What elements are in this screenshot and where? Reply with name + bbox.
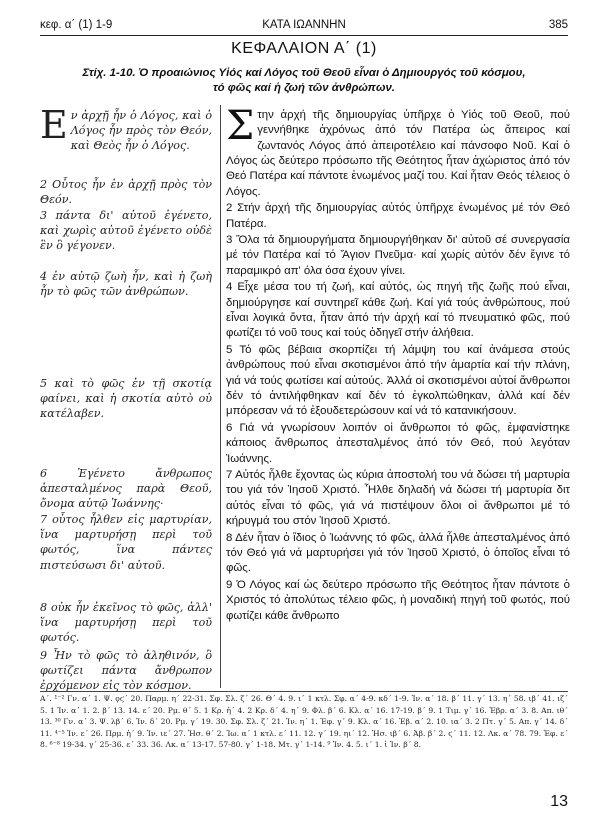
translation-verse-1-text: την ἀρχή τῆς δημιουργίας ὑπῆρχε ὁ Υἱός τοῦ Θεοῦ, πού γεννήθηκε ἀχρόνως ἀπό τόν Πατέρα ὡς ἄπειρος καί ζωντανός Λόγος ἀπό ἀπειροτέλειο καί πάνσοφο Νοῦ. Καί ὁ Λόγος ὡς δεύτερο πρόσωπο τῆς Θεότητος ἦταν ἀχώριστος ἀπό τόν Θεό Πατέρα καί πάντοτε ἑνωμένος μαζί του. Καί ἦταν Θεός τέλειος ὁ Λόγος. (226, 109, 570, 198)
section-title-line-2: τό φῶς καί ἡ ζωή τῶν ἀνθρώπων. (213, 82, 395, 94)
original-verse-8: 8 οὐκ ἦν ἐκεῖνος τὸ φῶς, ἀλλ' ἵνα μαρτυρήσῃ περὶ τοῦ φωτός. (40, 601, 212, 645)
translation-verse-9: 9 Ὁ Λόγος καί ὡς δεύτερο πρόσωπο τῆς Θεότητος ἦταν πάντοτε ὁ Χριστός τό ἀπολύτως τέλειο φῶς, ἡ μοναδική πηγή τοῦ φωτός, πού φωτίζει κάθε ἄνθρωπο (226, 578, 570, 622)
running-header (40, 19, 568, 36)
section-title-line-1: Στίχ. 1-10. Ὁ προαιώνιος Υἱός καί Λόγος τοῦ Θεοῦ εἶναι ὁ Δημιουργός τοῦ κόσμου, (82, 67, 526, 79)
original-verse-9: 9 Ἦν τὸ φῶς τὸ ἀληθινόν, ὃ φωτίζει πάντα ἄνθρωπον ἐρχόμενον εἰς τὸν κόσμον. (40, 649, 212, 693)
footnote-rule (40, 691, 568, 692)
translation-verse-1 (226, 103, 570, 200)
original-verse-1 (40, 103, 212, 154)
column-divider (220, 105, 221, 688)
translation-verse-4: 4 Εἶχε μέσα του τή ζωή, καί αὐτός, ὡς πηγή τῆς ζωῆς πού εἶναι, δημιούργησε καί συντηρεῖ κάθε ζωή. Καί γιά τούς ἀνθρώπους, πού εἶναι λογικά ὄντα, ἦταν ἀπό τήν ἀρχή καί τό πνευματικό φῶς, πού φωτίζει τό νοῦ τους καί τούς ὁδηγεῖ στήν ἀλήθεια. (226, 281, 570, 340)
translation-column (226, 103, 570, 625)
original-verse-6: 6 Ἐγένετο ἄνθρωπος ἀπεσταλμένος παρὰ Θεοῦ, ὄνομα αὐτῷ Ἰωάννης· (40, 467, 212, 511)
original-drop-cap: Ε (40, 103, 68, 147)
translation-verse-8: 8 Δέν ἦταν ὁ ἴδιος ὁ Ἰωάννης τό φῶς, ἀλλά ἦλθε ἀπεσταλμένος ἀπό τόν Θεό γιά νά μαρτυρήσει γιά τόν Ἰησοῦ Χριστό, ὁ ὁποῖος εἶναι τό φῶς. (226, 531, 570, 575)
translation-verse-6: 6 Γιά νά γνωρίσουν λοιπόν οἱ ἄνθρωποι τό φῶς, ἐμφανίστηκε κάποιος ἄνθρωπος ἀπεσταλμένος ἀπό τόν Θεό, πού λεγόταν Ἰωάννης. (226, 421, 570, 465)
page-number-bottom: 13 (550, 793, 568, 810)
original-verse-3: 3 πάντα δι' αὐτοῦ ἐγένετο, καὶ χωρὶς αὐτοῦ ἐγένετο οὐδὲ ἓν ὃ γέγονεν. (40, 209, 212, 253)
translation-verse-2: 2 Στήν ἀρχή τῆς δημιουργίας αὐτός ὑπῆρχε ἑνωμένος μέ τόν Θεό Πατέρα. (226, 202, 570, 230)
original-verse-7: 7 οὗτος ἦλθεν εἰς μαρτυρίαν, ἵνα μαρτυρήσῃ περὶ τοῦ φωτός, ἵνα πάντες πιστεύσωσι δι' αὐτοῦ. (40, 513, 212, 572)
original-verse-2: 2 Οὗτος ἦν ἐν ἀρχῇ πρὸς τὸν Θεόν. (40, 178, 212, 207)
original-verse-4: 4 ἐν αὐτῷ ζωὴ ἦν, καὶ ἡ ζωὴ ἦν τὸ φῶς τῶν ἀνθρώπων. (40, 270, 212, 299)
chapter-range: κεφ. α΄ (1) 1-9 (40, 19, 113, 31)
footnotes: Α΄. ¹⁻² Γν. α΄ 1. Ψ. ϙϛ΄ 20. Παρμ. η΄ 22-31. Σφ. Σλ. ζ΄ 26. Θ΄ 4. 9. ι΄ 1 κτλ. Σφ. α΄ 4-9. κδ΄ 1-9. Ἰν. α΄ 18. β΄ 11. γ΄ 13. η΄ 58. ιβ΄ 41. ιζ΄ 5. 1 Ἰν. α΄ 1. 2. β΄ 13. 14. ε΄ 20. Ρμ. θ΄ 5. 1 Κρ. ἡ΄ 4. 2 Κρ. δ΄ 4. η΄ 9. Φλ. β΄ 6. Κλ. α΄ 16. 17-19. β΄ 9. 1 Τιμ. γ΄ 16. Ἑβρ. α΄ 3. 8. Απ. ιθ΄ 13. ³⁰ Γν. α΄ 3. Ψ. λβ΄ 6. Ἰν. δ΄ 20. Ρμ. γ΄ 19. 30. Σφ. Σλ. ζ΄ 21. Ἰν. η΄ 1. Ἑφ. γ΄ 9. Κλ. α΄ 16. Ἑβ. α΄ 2. 10. ια΄ 3. 2 Πτ. γ΄ 5. Απ. γ΄ 14. δ΄ 11. ⁴⁻⁵ Ἰν. ε΄ 26. Πρμ. ἡ΄ 9. Ἰν. ιε΄ 27. Ἠσ. θ΄ 2. Ἰω. α΄ 1 κτλ. ε΄ 11. 12. γ΄ 19. ηι΄ 12. Ἠσ. ιβ΄ 6. Ἀβ. β΄ 2. ϛ΄ 11. 12. Λκ. α΄ 78. 79. Ἑφ. ε΄ 8. ⁶⁻⁸ 19-34. γ΄ 25-36. ε΄ 33. 36. Λκ. α΄ 13-17. 57-80. γ΄ 1-18. Μτ. γ΄ 1-14. ⁹ Ἰν. 4. 5. ι΄ 1. ἰ Ἰν. β΄ 8. (40, 694, 568, 749)
original-verse-5: 5 καὶ τὸ φῶς ἐν τῇ σκοτίᾳ φαίνει, καὶ ἡ σκοτία αὐτὸ οὐ κατέλαβεν. (40, 377, 212, 421)
chapter-heading: ΚΕΦΑΛΑΙΟΝ Α΄ (1) (231, 40, 377, 57)
translation-verse-7: 7 Αὐτός ἦλθε ἔχοντας ὡς κύρια ἀποστολή του νά δώσει τή μαρτυρία του γιά τόν Ἰησοῦ Χριστό. Ἦλθε δηλαδή νά δώσει τή μαρτυρία διτ αὐτός εἶναι τό φῶς, γιά νά πιστέψουν ὅλοι οἱ ἄνθρωποι μέ τό κήρυγμά του στόν Ἰησοῦ Χριστό. (226, 469, 570, 528)
original-verse-1-text: ν ἀρχῇ ἦν ὁ Λόγος, καὶ ὁ Λόγος ἦν πρὸς τὸν Θεόν, καὶ Θεὸς ἦν ὁ Λόγος. (70, 109, 212, 153)
page-number-top: 385 (548, 19, 568, 31)
translation-verse-3: 3 Ὅλα τά δημιουργήματα δημιουργήθηκαν δι' αὐτοῦ σέ συνεργασία μέ τόν Πατέρα καί τό Ἅγιον Πνεῦμα· καί χωρίς αὐτόν δέν ἔγινε τό παραμικρό απ' όλα όσα έχουν γίνει. (226, 234, 570, 277)
book-title: ΚΑΤΑ ΙΩΑΝΝΗΝ (262, 19, 346, 31)
section-title (44, 66, 564, 96)
translation-drop-cap: Σ (226, 103, 255, 149)
translation-verse-5: 5 Τό φῶς βέβαια σκορπίζει τή λάμψη του καί ἀνάμεσα στούς ἀνθρώπους πού εἶναι σκοτισμένοι ἀπό τήν ἁμαρτία καί τήν πλάνη, γιά νά τούς φωτίσει καί αὐτούς. Ἀλλά οἱ σκοτισμένοι αὐτοί ἄνθρωποι δέν τό ἀντιλήφθηκαν καί δέν τό ἐγκολπώθηκαν, ἀλλά καί δέν μπόρεσαν νά τό ἐξουδετερώσουν καί νά τό κατανικήσουν. (226, 343, 570, 418)
